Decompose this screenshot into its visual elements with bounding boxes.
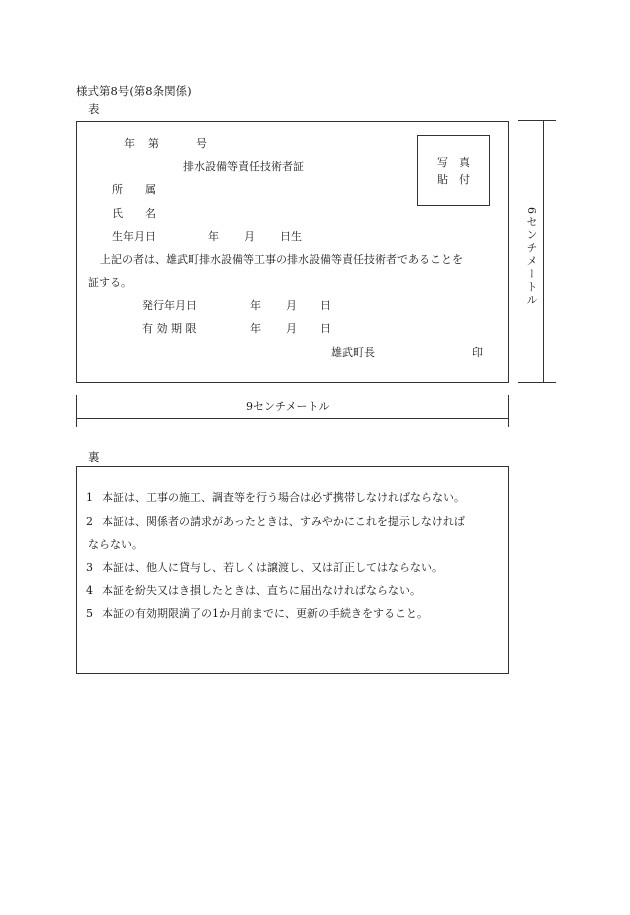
height-dim-top-tick bbox=[518, 120, 556, 121]
back-item-text-4: 本証を紛失又はき損したときは、直ちに届出なければならない。 bbox=[102, 584, 421, 597]
statement-line-2: 証する。 bbox=[88, 276, 132, 289]
width-dim-label: 9センチメートル bbox=[246, 400, 330, 413]
photo-box bbox=[417, 135, 490, 206]
height-dim-bottom-tick bbox=[518, 382, 556, 383]
valid-year: 年 bbox=[250, 322, 261, 335]
back-item-text-5: 本証の有効期限満了の1か月前までに、更新の手続きをすること。 bbox=[102, 607, 428, 620]
issue-month: 月 bbox=[286, 299, 297, 312]
back-item-cont-2: ならない。 bbox=[88, 538, 143, 551]
affiliation-label: 所 属 bbox=[112, 183, 156, 196]
back-item-text-1: 本証は、工事の施工、調査等を行う場合は必ず携帯しなければならない。 bbox=[102, 491, 465, 504]
birth-month: 月 bbox=[244, 230, 255, 243]
cert-year: 年 bbox=[124, 137, 135, 150]
back-item-num-4: 4 bbox=[86, 584, 93, 597]
height-dim-line bbox=[543, 120, 544, 383]
height-dim-label: 6センチメートル bbox=[525, 207, 538, 307]
back-item-text-3: 本証は、他人に貸与し、若しくは譲渡し、又は訂正してはならない。 bbox=[102, 561, 443, 574]
width-dim-right-tick bbox=[508, 395, 509, 427]
mayor-label: 雄武町長 bbox=[331, 346, 375, 359]
front-label: 表 bbox=[88, 102, 100, 116]
issue-year: 年 bbox=[250, 299, 261, 312]
back-item-num-2: 2 bbox=[86, 515, 93, 528]
back-item-text-2: 本証は、関係者の請求があったときは、すみやかにこれを提示しなければ bbox=[102, 515, 465, 528]
width-dim-line bbox=[76, 418, 509, 419]
name-label: 氏 名 bbox=[112, 207, 156, 220]
cert-go: 号 bbox=[196, 137, 207, 150]
valid-day: 日 bbox=[320, 322, 331, 335]
photo-label-1: 写 真 bbox=[437, 156, 470, 169]
birthdate-label: 生年月日 bbox=[112, 230, 156, 243]
validity-label: 有 効 期 限 bbox=[142, 322, 197, 335]
birth-day: 日生 bbox=[280, 230, 302, 243]
statement-line-1: 上記の者は、雄武町排水設備等工事の排水設備等責任技術者であることを bbox=[100, 253, 463, 266]
width-dim-left-tick bbox=[76, 395, 77, 427]
seal-label: 印 bbox=[472, 346, 483, 359]
form-title: 様式第8号(第8条関係) bbox=[76, 84, 192, 98]
photo-label-2: 貼 付 bbox=[437, 173, 470, 186]
cert-title: 排水設備等責任技術者証 bbox=[183, 160, 304, 173]
back-label: 裏 bbox=[88, 450, 100, 464]
cert-dai: 第 bbox=[148, 137, 159, 150]
issue-date-label: 発行年月日 bbox=[142, 299, 197, 312]
issue-day: 日 bbox=[320, 299, 331, 312]
back-item-num-5: 5 bbox=[86, 607, 93, 620]
back-item-num-3: 3 bbox=[86, 561, 93, 574]
valid-month: 月 bbox=[286, 322, 297, 335]
birth-year: 年 bbox=[208, 230, 219, 243]
back-item-num-1: 1 bbox=[86, 491, 93, 504]
